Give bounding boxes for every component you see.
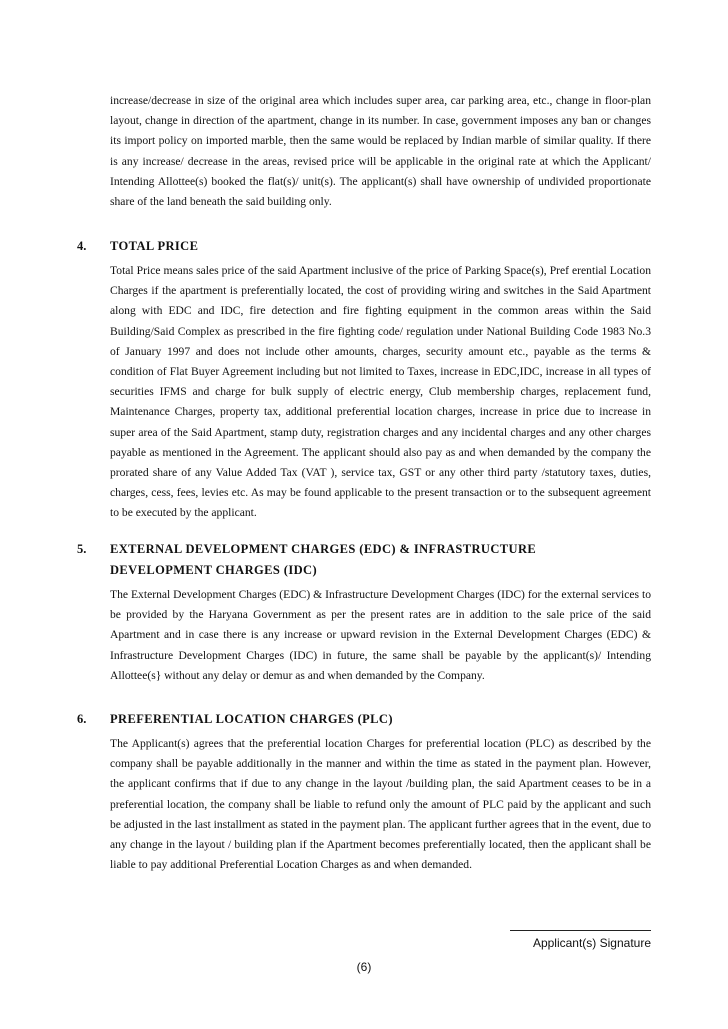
signature-label: Applicant(s) Signature xyxy=(532,936,651,950)
section-4-body: Total Price means sales price of the said Apartment inclusive of the price of Parking Space(s), Pref erential Location Charges if the apartment is preferentially located, the cost of providing wiring and switches in the Said Apartment along with EDC and IDC, fire detection and fire fighting equipment in the common areas within the Said Building/Said Complex as prescribed in the fire fighting code/ regulation under National Building Code 1983 No.3 of January 1997 and does not include other amounts, charges, security amount etc., payable as the terms & condition of Flat Buyer Agreement including but not limited to Taxes, increase in EDC,IDC, increase in all types of securities IFMS and charge for bulk supply of electric energy, Club membership charges, replacement fund, Maintenance Charges, property tax, additional preferential location charges, increase in price due to increase in super area of the Said Apartment, stamp duty, registration charges and any incidental charges and any other charges payable as mentioned in the Agreement. The applicant should also pay as and when demanded by the company the prorated share of any Value Added Tax (VAT ), service tax, GST or any other third party /statutory taxes, duties, charges, cess, fees, levies etc. As may be found applicable to the present transaction or to the subsequent agreement to be executed by the applicant. xyxy=(110,264,651,520)
section-6-body: The Applicant(s) agrees that the preferential location Charges for preferential location (PLC) as described by the company shall be payable additionally in the manner and within the time as stated in the payment plan. However, the applicant confirms that if due to any change in the layout /building plan, the said Apartment ceases to be in a preferential location, the company shall be liable to refund only the amount of PLC paid by the applicant and such be adjusted in the last installment as stated in the payment plan. The applicant further agrees that in the event, due to any change in the layout / building plan if the Apartment becomes preferentially located, then the applicant shall be liable to pay additional Preferential Location Charges as and when demanded. xyxy=(110,737,651,872)
section-6-title: PREFERENTIAL LOCATION CHARGES (PLC) xyxy=(110,712,393,726)
intro-paragraph: increase/decrease in size of the original area which includes super area, car parking area, etc., change in floor-plan layout, change in direction of the apartment, change in its number. In case, government imposes any ban or changes its import policy on imported marble, then the same would be replaced by Indian marble of similar quality. If there is any increase/ decrease in the areas, revised price will be applicable in the original rate at which the Applicant/ Intending Allottee(s) booked the flat(s)/ unit(s). The applicant(s) shall have ownership of undivided proportionate share of the land beneath the said building only. xyxy=(110,94,651,209)
section-4-title: TOTAL PRICE xyxy=(110,239,199,253)
section-5-number: 5. xyxy=(77,542,87,556)
signature-line xyxy=(510,930,651,931)
section-5-body: The External Development Charges (EDC) & Infrastructure Development Charges (IDC) for the external services to be provided by the Haryana Government as per the present rates are in addition to the sale price of the said Apartment and in case there is any increase or upward revision in the External Development Charges (EDC) & Infrastructure Development Charges (IDC) in future, the same shall be payable by the applicant(s)/ Intending Allottee(s} without any delay or demur as and when demanded by the Company. xyxy=(110,588,651,682)
section-6-number: 6. xyxy=(77,712,87,726)
section-4-number: 4. xyxy=(77,239,87,253)
page-number: (6) xyxy=(356,960,372,974)
section-5-title: EXTERNAL DEVELOPMENT CHARGES (EDC) & INFRASTRUCTURE DEVELOPMENT CHARGES (IDC) xyxy=(110,542,537,577)
